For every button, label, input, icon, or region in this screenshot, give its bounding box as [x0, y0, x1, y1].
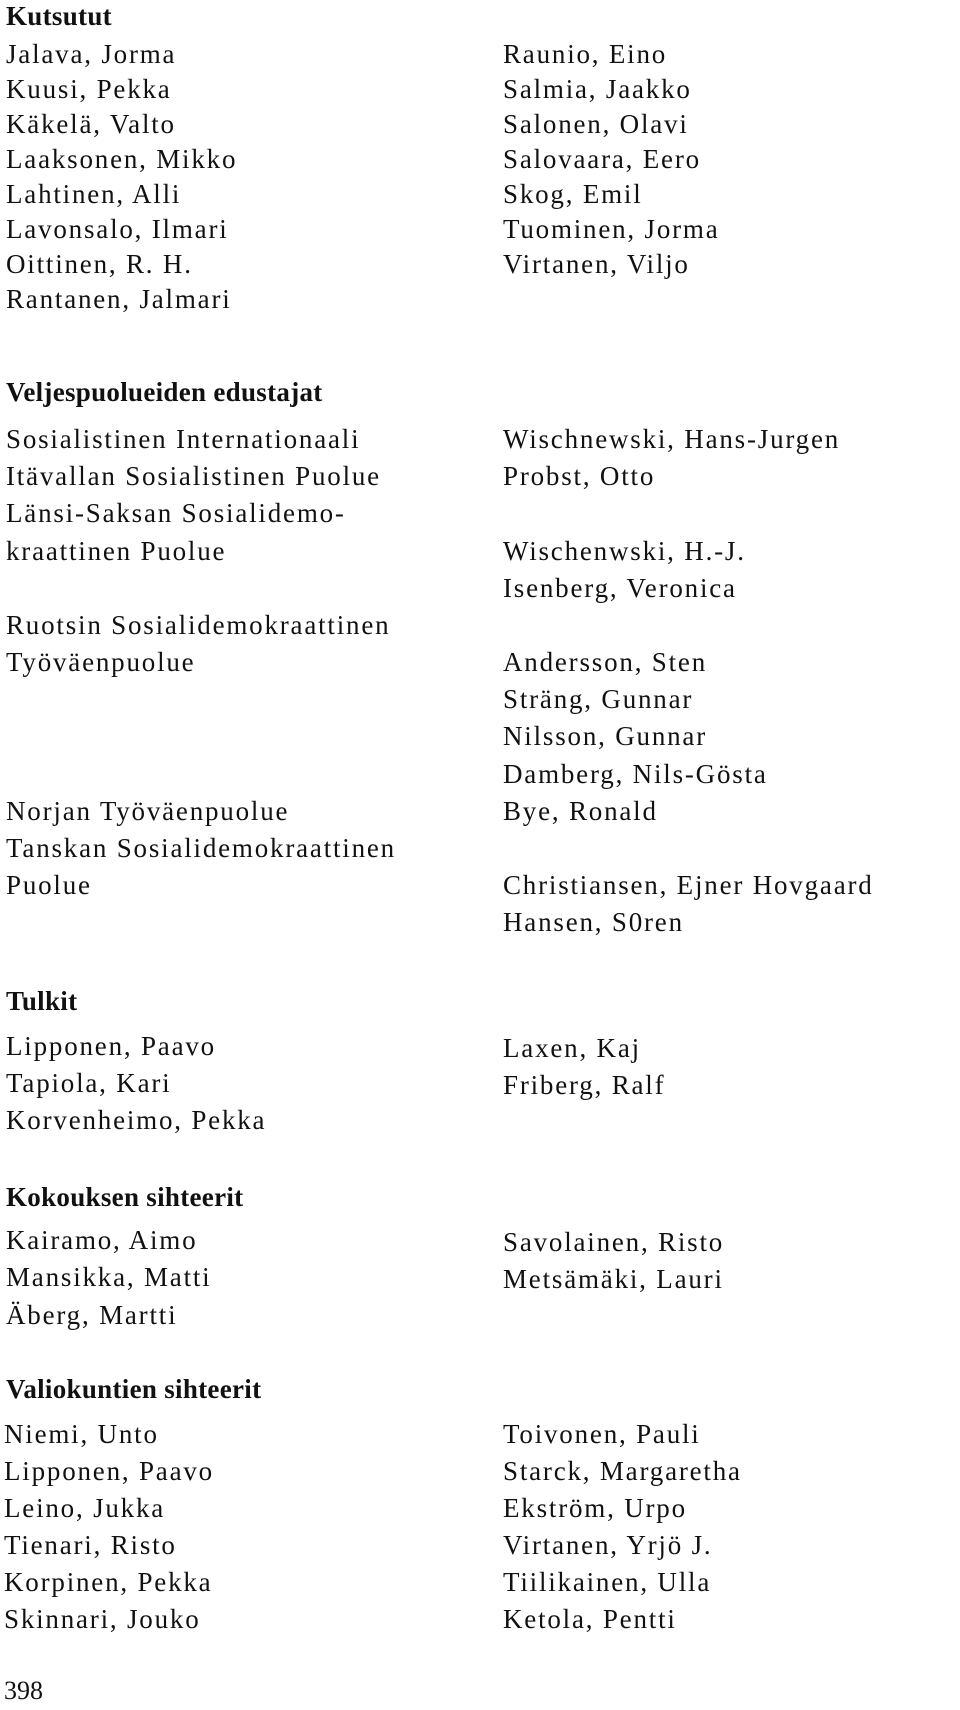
section-heading-kutsutut: Kutsutut: [6, 1, 112, 31]
list-item: Andersson, Sten: [503, 647, 707, 677]
list-item: Itävallan Sosialistinen Puolue: [6, 461, 381, 491]
list-item: Metsämäki, Lauri: [503, 1264, 724, 1294]
list-item: Lipponen, Paavo: [6, 1031, 216, 1061]
list-item: Leino, Jukka: [4, 1493, 166, 1523]
list-item: Isenberg, Veronica: [503, 573, 737, 603]
list-item: Damberg, Nils-Gösta: [503, 759, 768, 789]
list-item: Salmia, Jaakko: [503, 74, 692, 104]
section-heading-valiokuntien-sihteerit: Valiokuntien sihteerit: [6, 1374, 262, 1404]
list-item: Probst, Otto: [503, 461, 656, 491]
list-item: Virtanen, Yrjö J.: [503, 1530, 713, 1560]
list-item: Ketola, Pentti: [503, 1604, 677, 1634]
list-item: Lavonsalo, Ilmari: [6, 214, 229, 244]
list-item: Niemi, Unto: [4, 1419, 159, 1449]
list-item: Ekström, Urpo: [503, 1493, 687, 1523]
list-item: Salovaara, Eero: [503, 144, 701, 174]
list-item: Raunio, Eino: [503, 39, 668, 69]
list-item: Lahtinen, Alli: [6, 179, 182, 209]
list-item: Puolue: [6, 870, 92, 900]
list-item: Mansikka, Matti: [6, 1262, 212, 1292]
list-item: Rantanen, Jalmari: [6, 284, 232, 314]
list-item: Salonen, Olavi: [503, 109, 689, 139]
list-item: Ruotsin Sosialidemokraattinen: [6, 610, 391, 640]
list-item: Laxen, Kaj: [503, 1033, 641, 1063]
list-item: Christiansen, Ejner Hovgaard: [503, 870, 874, 900]
list-item: Sträng, Gunnar: [503, 684, 694, 714]
list-item: Länsi-Saksan Sosialidemo-: [6, 498, 346, 528]
section-heading-kokouksen-sihteerit: Kokouksen sihteerit: [6, 1182, 244, 1212]
list-item: Nilsson, Gunnar: [503, 721, 707, 751]
list-item: Tanskan Sosialidemokraattinen: [6, 833, 396, 863]
list-item: Kairamo, Aimo: [6, 1225, 198, 1255]
list-item: Savolainen, Risto: [503, 1227, 725, 1257]
page-number: 398: [4, 1676, 43, 1705]
list-item: Hansen, S0ren: [503, 907, 684, 937]
list-item: Skinnari, Jouko: [4, 1604, 201, 1634]
list-item: Laaksonen, Mikko: [6, 144, 238, 174]
list-item: kraattinen Puolue: [6, 536, 227, 566]
list-item: Virtanen, Viljo: [503, 249, 690, 279]
list-item: Äberg, Martti: [6, 1300, 178, 1330]
list-item: Kuusi, Pekka: [6, 74, 172, 104]
list-item: Korvenheimo, Pekka: [6, 1105, 267, 1135]
list-item: Wischnewski, Hans-Jurgen: [503, 424, 841, 454]
list-item: Käkelä, Valto: [6, 109, 176, 139]
list-item: Lipponen, Paavo: [4, 1456, 214, 1486]
list-item: Tiilikainen, Ulla: [503, 1567, 712, 1597]
section-heading-tulkit: Tulkit: [6, 986, 78, 1016]
list-item: Oittinen, R. H.: [6, 249, 193, 279]
list-item: Friberg, Ralf: [503, 1070, 666, 1100]
list-item: Tuominen, Jorma: [503, 214, 720, 244]
list-item: Wischenwski, H.-J.: [503, 536, 746, 566]
list-item: Työväenpuolue: [6, 647, 196, 677]
section-heading-veljespuolueet: Veljespuolueiden edustajat: [6, 377, 323, 407]
list-item: Jalava, Jorma: [6, 39, 177, 69]
list-item: Skog, Emil: [503, 179, 643, 209]
list-item: Tapiola, Kari: [6, 1068, 172, 1098]
list-item: Korpinen, Pekka: [4, 1567, 213, 1597]
list-item: Toivonen, Pauli: [503, 1419, 701, 1449]
list-item: Starck, Margaretha: [503, 1456, 742, 1486]
list-item: Norjan Työväenpuolue: [6, 796, 290, 826]
list-item: Sosialistinen Internationaali: [6, 424, 361, 454]
list-item: Bye, Ronald: [503, 796, 658, 826]
list-item: Tienari, Risto: [4, 1530, 177, 1560]
